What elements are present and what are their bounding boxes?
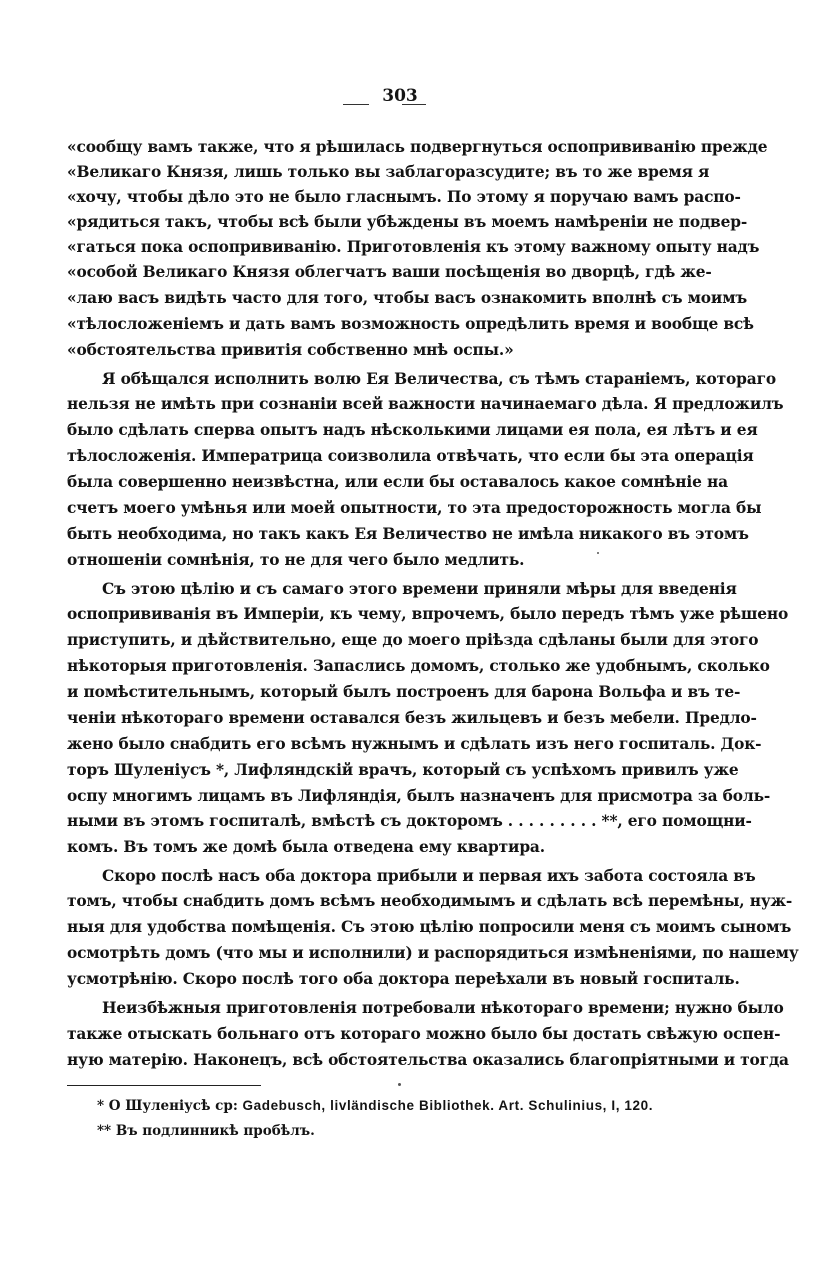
page-number-rule-right bbox=[402, 104, 426, 105]
text-line: «хочу, чтобы дѣло это не было гласнымъ. По этому я поручаю вамъ распо- bbox=[67, 188, 741, 206]
footnote-1-text: О Шуленіусѣ ср: bbox=[108, 1098, 238, 1114]
text-line: «Великаго Князя, лишь только вы заблагоразсудите; въ то же время я bbox=[67, 163, 710, 181]
text-line: усмотрѣнію. Скоро послѣ того оба доктора переѣхали въ новый госпиталь. bbox=[67, 970, 740, 988]
text-line: Скоро послѣ насъ оба доктора прибыли и первая ихъ забота состояла въ bbox=[102, 867, 756, 885]
footnote-2-text: Въ подлинникѣ пробѣлъ. bbox=[115, 1123, 315, 1139]
footnote-1 bbox=[97, 1097, 653, 1115]
text-line: «обстоятельства привитія собственно мнѣ оспы.» bbox=[67, 341, 514, 359]
text-line: «особой Великаго Князя облегчатъ ваши посѣщенія во дворцѣ, гдѣ же- bbox=[67, 263, 712, 281]
text-line: и помѣстительнымъ, который былъ построенъ для барона Вольфа и въ те- bbox=[67, 683, 741, 701]
text-line: быть необходима, но такъ какъ Ея Величество не имѣла никакого въ этомъ bbox=[67, 525, 749, 543]
text-line: также отыскать больнаго отъ котораго можно было бы достать свѣжую оспен- bbox=[67, 1025, 781, 1043]
text-line: тѣлосложенія. Императрица соизволила отвѣчать, что если бы эта операція bbox=[67, 447, 754, 465]
print-speck bbox=[597, 552, 599, 554]
footnote-2-mark: ** bbox=[97, 1123, 112, 1139]
print-speck bbox=[398, 1083, 401, 1086]
page-number-rule-left bbox=[343, 104, 369, 105]
text-line: Я обѣщался исполнить волю Ея Величества, съ тѣмъ стараніемъ, котораго bbox=[102, 370, 776, 388]
text-line: «рядиться такъ, чтобы всѣ были убѣждены въ моемъ намѣреніи не подвер- bbox=[67, 213, 748, 231]
text-line: торъ Шуленіусъ *, Лифляндскій врачъ, который съ успѣхомъ привилъ уже bbox=[67, 761, 739, 779]
text-line: нельзя не имѣть при сознаніи всей важности начинаемаго дѣла. Я предложилъ bbox=[67, 395, 784, 413]
text-line: оспопрививанія въ Имперіи, къ чему, впрочемъ, было передъ тѣмъ уже рѣшено bbox=[67, 605, 789, 623]
text-line: «тѣлосложеніемъ и дать вамъ возможность опредѣлить время и вообще всѣ bbox=[67, 315, 754, 333]
footnote-2 bbox=[97, 1122, 315, 1140]
text-line: нѣкоторыя приготовленія. Запаслись домомъ, столько же удобнымъ, сколько bbox=[67, 657, 770, 675]
footnote-1-citation: Gadebusch, livländische Bibliothek. Art. Schulinius, I, 120. bbox=[242, 1098, 654, 1113]
text-line: ченіи нѣкотораго времени оставался безъ жильцевъ и безъ мебели. Предло- bbox=[67, 709, 757, 727]
text-line: оспу многимъ лицамъ въ Лифляндія, былъ назначенъ для присмотра за боль- bbox=[67, 787, 771, 805]
text-line: ными въ этомъ госпиталѣ, вмѣстѣ съ докторомъ . . . . . . . . . **, его помощни- bbox=[67, 812, 752, 830]
text-line: приступить, и дѣйствительно, еще до моего пріѣзда сдѣланы были для этого bbox=[67, 631, 759, 649]
text-line: было сдѣлать сперва опытъ надъ нѣсколькими лицами ея пола, ея лѣтъ и ея bbox=[67, 421, 758, 439]
text-line: комъ. Въ томъ же домѣ была отведена ему квартира. bbox=[67, 838, 545, 856]
text-line: ную матерію. Наконецъ, всѣ обстоятельства оказались благопріятными и тогда bbox=[67, 1051, 789, 1069]
footnote-rule bbox=[67, 1085, 261, 1086]
text-line: ныя для удобства помѣщенія. Съ этою цѣлію попросили меня съ моимъ сыномъ bbox=[67, 918, 792, 936]
text-line: счетъ моего умѣнья или моей опытности, то эта предосторожность могла бы bbox=[67, 499, 762, 517]
text-line: томъ, чтобы снабдить домъ всѣмъ необходимымъ и сдѣлать всѣ перемѣны, нуж- bbox=[67, 892, 793, 910]
text-line: Неизбѣжныя приготовленія потребовали нѣкотораго времени; нужно было bbox=[102, 999, 784, 1017]
text-line: Съ этою цѣлію и съ самаго этого времени приняли мѣры для введенія bbox=[102, 580, 737, 598]
text-line: отношеніи сомнѣнія, то не для чего было медлить. bbox=[67, 551, 525, 569]
text-line: осмотрѣть домъ (что мы и исполнили) и распорядиться измѣненіями, по нашему bbox=[67, 944, 799, 962]
page-number: 303 bbox=[382, 86, 418, 106]
text-line: «лаю васъ видѣть часто для того, чтобы васъ ознакомить вполнѣ съ моимъ bbox=[67, 289, 748, 307]
text-line: жено было снабдить его всѣмъ нужнымъ и сдѣлать изъ него госпиталь. Док- bbox=[67, 735, 762, 753]
text-line: «гаться пока оспопрививанію. Приготовленія къ этому важному опыту надъ bbox=[67, 238, 760, 256]
text-line: была совершенно неизвѣстна, или если бы оставалось какое сомнѣніе на bbox=[67, 473, 728, 491]
footnote-1-mark: * bbox=[97, 1098, 105, 1114]
text-line: «сообщу вамъ также, что я рѣшилась подвергнуться оспопрививанію прежде bbox=[67, 138, 768, 156]
